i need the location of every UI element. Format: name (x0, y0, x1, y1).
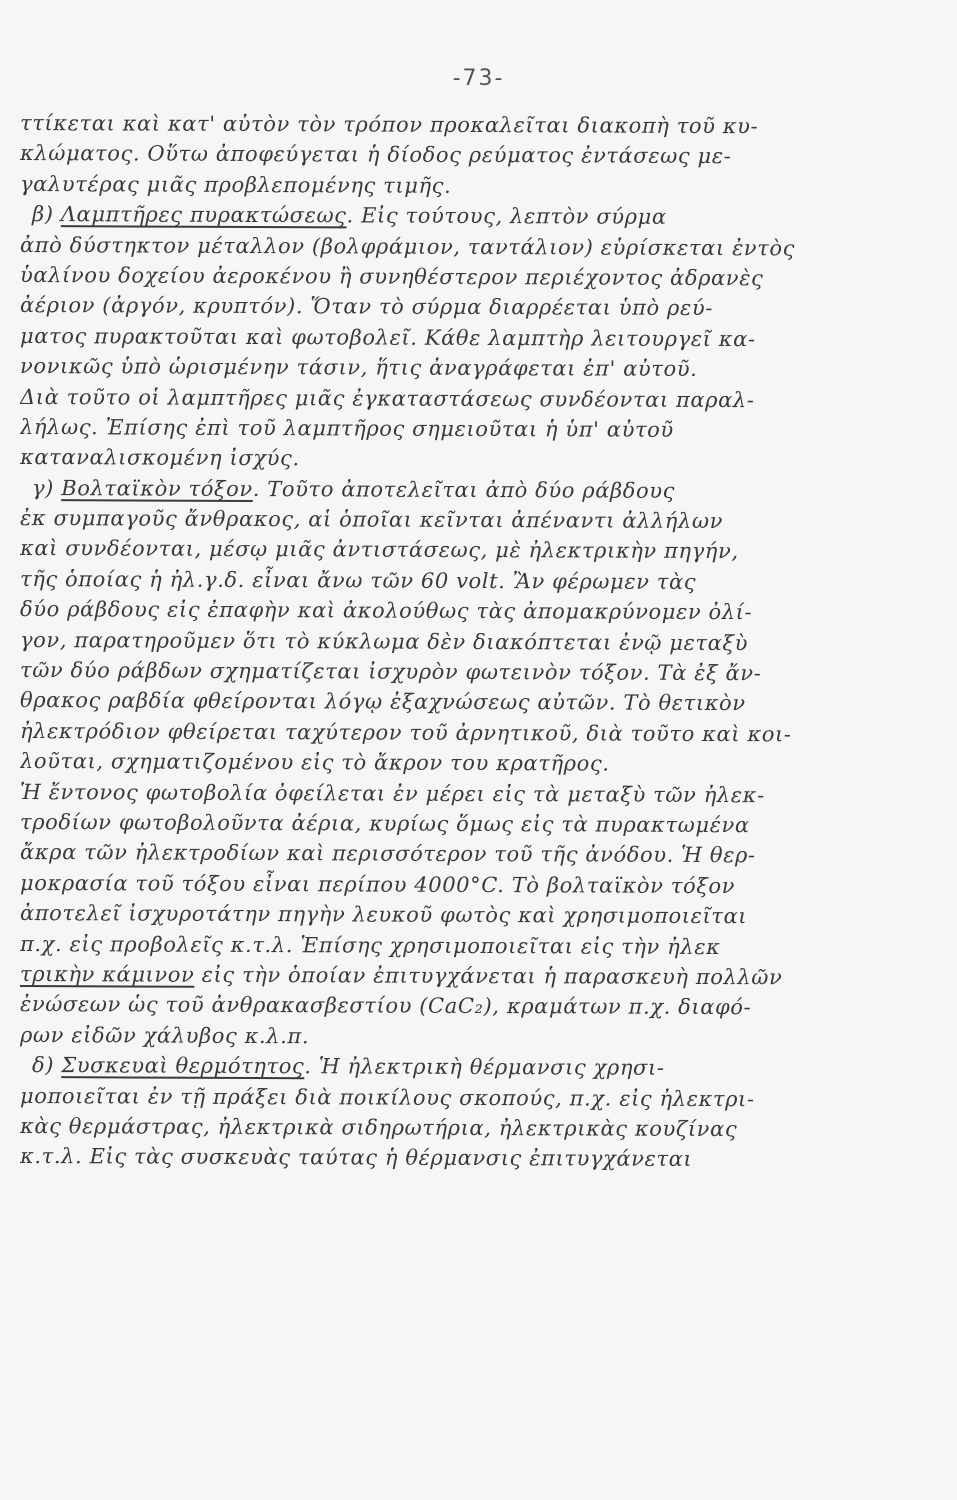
text-segment: β) (31, 202, 61, 227)
text-segment: λοῦται, σχηματιζομένου εἰς τὸ ἄκρον του κρατῆρος. (19, 749, 610, 776)
text-segment: Διὰ τοῦτο οἱ λαμπτῆρες μιᾶς ἐγκαταστάσεως συνδέονται παραλ- (19, 384, 755, 412)
text-segment: καὶ συνδέονται, μέσῳ μιᾶς ἀντιστάσεως, μὲ ἠλεκτρικὴν πηγήν, (19, 536, 739, 564)
text-line (20, 199, 935, 233)
text-segment: καταναλισκομένη ἰσχύς. (19, 445, 300, 471)
underlined-heading: Βολταϊκὸν τόξον (61, 475, 253, 501)
text-segment: ἠλεκτρόδιον φθείρεται ταχύτερον τοῦ ἀρνητικοῦ, διὰ τοῦτο καὶ κοι- (19, 718, 792, 747)
text-segment: κλώματος. Οὕτω ἀποφεύγεται ἡ δίοδος ρεύματος ἐντάσεως με- (19, 141, 732, 169)
text-segment: ἀέριον (ἀργόν, κρυπτόν). Ὅταν τὸ σύρμα διαρρέεται ὑπὸ ρεύ- (19, 293, 713, 321)
text-segment: θρακος ραβδία φθείρονται λόγῳ ἐξαχνώσεως αὐτῶν. Τὸ θετικὸν (19, 688, 746, 716)
underlined-heading: Λαμπτῆρες πυρακτώσεως (60, 202, 347, 228)
text-segment: ἐνώσεων ὡς τοῦ ἀνθρακασβεστίου (CaC₂), κραμάτων π.χ. διαφό- (19, 992, 752, 1020)
text-segment: γ) (31, 475, 62, 500)
text-line (20, 351, 935, 385)
text-line (20, 929, 935, 963)
text-line (20, 473, 935, 507)
text-line (20, 989, 935, 1023)
text-segment: γαλυτέρας μιᾶς προβλεπομένης τιμῆς. (19, 171, 452, 198)
text-segment: τῶν δύο ράβδων σχηματίζεται ἰσχυρὸν φωτεινὸν τόξον. Τὰ ἐξ ἄν- (19, 658, 762, 686)
text-line (20, 503, 935, 537)
text-segment: ὑαλίνου δοχείου ἀεροκένου ἢ συνηθέστερον περιέχοντος ἀδρανὲς (19, 262, 764, 291)
text-segment: ττίκεται καὶ κατ' αὐτὸν τὸν τρόπον προκαλεῖται διακοπὴ τοῦ κυ- (19, 111, 759, 139)
text-line (20, 1081, 935, 1115)
text-line (20, 716, 935, 750)
text-segment: ματος πυρακτοῦται καὶ φωτοβολεῖ. Κάθε λαμπτὴρ λειτουργεῖ κα- (19, 323, 756, 351)
text-line (20, 1020, 935, 1054)
text-line (20, 685, 935, 719)
text-line (20, 655, 935, 689)
text-segment: μοποιεῖται ἐν τῇ πράξει διὰ ποικίλους σκοπούς, π.χ. εἰς ἠλεκτρι- (19, 1083, 755, 1111)
text-line (20, 290, 935, 324)
text-segment: . Τοῦτο ἀποτελεῖται ἀπὸ δύο ράβδους (252, 476, 676, 503)
text-line (20, 321, 935, 355)
text-line (20, 898, 935, 932)
handwritten-text-body (20, 108, 935, 1172)
page-number: -73- (452, 66, 505, 91)
text-segment: γον, παρατηροῦμεν ὅτι τὸ κύκλωμα δὲν διακόπτεται ἐνῷ μεταξὺ (19, 627, 749, 655)
text-segment: κ.τ.λ. Εἰς τὰς συσκευὰς ταύτας ἡ θέρμανσις ἐπιτυγχάνεται (19, 1144, 693, 1172)
underlined-heading: Συσκευαὶ θερμότητος (61, 1053, 305, 1079)
text-line (20, 533, 935, 567)
text-line (20, 625, 935, 659)
text-line (20, 1050, 935, 1084)
text-line (20, 959, 935, 993)
text-line (20, 837, 935, 871)
text-line (20, 564, 935, 598)
text-segment: εἰς τὴν ὁποίαν ἐπιτυγχάνεται ἡ παρασκευὴ πολλῶν (194, 962, 783, 990)
text-segment: τῆς ὁποίας ἡ ἠλ.γ.δ. εἶναι ἄνω τῶν 60 volt. Ἂν φέρωμεν τὰς (19, 566, 697, 594)
text-line (20, 260, 935, 294)
text-segment: ἐκ συμπαγοῦς ἄνθρακος, αἱ ὁποῖαι κεῖνται ἀπέναντι ἀλλήλων (19, 506, 724, 534)
text-segment: τροδίων φωτοβολοῦντα ἀέρια, κυρίως ὅμως εἰς τὰ πυρακτωμένα (19, 809, 750, 838)
text-line (20, 777, 935, 811)
text-line (20, 594, 935, 628)
text-segment: . Ἡ ἠλεκτρικὴ θέρμανσις χρησι- (304, 1054, 665, 1080)
text-segment: ἀποτελεῖ ἰσχυροτάτην πηγὴν λευκοῦ φωτὸς καὶ χρησιμοποιεῖται (19, 901, 748, 929)
text-segment: μοκρασία τοῦ τόξου εἶναι περίπου 4000°C. Τὸ βολταϊκὸν τόξον (19, 870, 736, 898)
text-segment: δύο ράβδους εἰς ἐπαφὴν καὶ ἀκολούθως τὰς ἀπομακρύνομεν ὀλί- (19, 597, 753, 625)
text-line (20, 1111, 935, 1145)
text-line (20, 1141, 935, 1175)
text-line (20, 412, 935, 446)
text-segment: Ἡ ἔντονος φωτοβολία ὀφείλεται ἐν μέρει εἰς τὰ μεταξὺ τῶν ἠλεκ- (19, 779, 765, 807)
text-segment: λήλως. Ἐπίσης ἐπὶ τοῦ λαμπτῆρος σημειοῦται ἡ ὑπ' αὐτοῦ (19, 414, 674, 442)
text-line (20, 382, 935, 416)
text-line (20, 746, 935, 780)
text-segment: κὰς θερμάστρας, ἠλεκτρικὰ σιδηρωτήρια, ἠλεκτρικὰς κουζίνας (19, 1113, 738, 1142)
text-segment: π.χ. εἰς προβολεῖς κ.τ.λ. Ἐπίσης χρησιμοποιεῖται εἰς τὴν ἠλεκ (19, 931, 721, 959)
text-segment: . Εἰς τούτους, λεπτὸν σύρμα (346, 203, 667, 229)
text-line (20, 868, 935, 902)
text-line (20, 169, 935, 203)
underlined-heading: τρικὴν κάμινον (19, 961, 195, 987)
text-segment: ρων εἰδῶν χάλυβος κ.λ.π. (19, 1022, 310, 1048)
text-segment: δ) (31, 1053, 62, 1078)
text-segment: ἄκρα τῶν ἠλεκτροδίων καὶ περισσότερον τοῦ τῆς ἀνόδου. Ἡ θερ- (19, 840, 756, 868)
text-segment: νονικῶς ὑπὸ ὡρισμένην τάσιν, ἥτις ἀναγράφεται ἐπ' αὐτοῦ. (19, 354, 698, 382)
text-line (20, 807, 935, 841)
text-line (20, 108, 935, 142)
text-line (20, 442, 935, 476)
text-line (20, 138, 935, 172)
text-segment: ἀπὸ δύστηκτον μέταλλον (βολφράμιον, ταντάλιον) εὑρίσκεται ἐντὸς (19, 232, 796, 260)
text-line (20, 230, 935, 264)
